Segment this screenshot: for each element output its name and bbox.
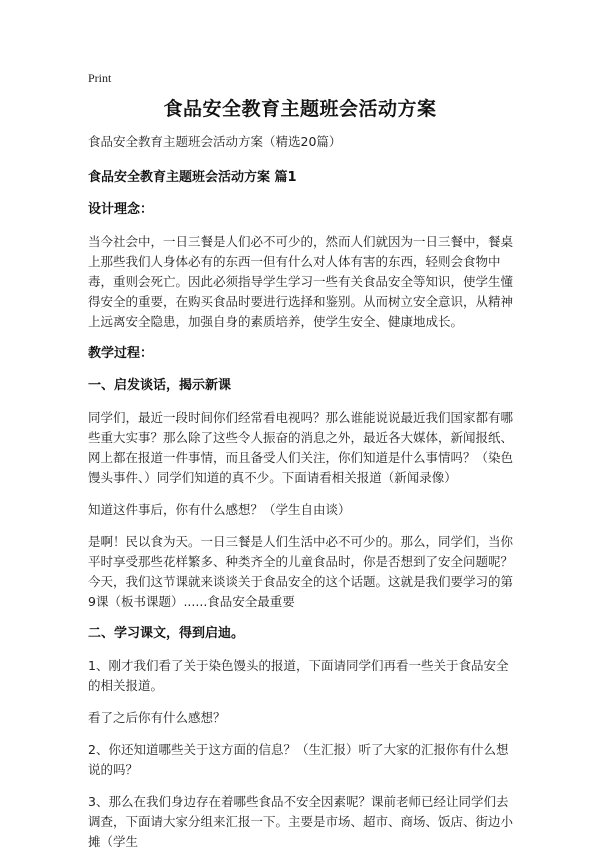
step1-paragraph-1: 同学们，最近一段时间你们经常看电视吗？那么谁能说说最近我们国家都有哪些重大实事？那么除了这些令人振奋的消息之外，最近各大媒体，新闻报纸、网上都在报道一件事情，而且备受人们关注，你们知道是什么事情吗？（染色馒头事件、）同学们知道的真不少。下面请看相关报道（新闻录像）	[88, 410, 514, 485]
step1-paragraph-2: 知道这件事后，你有什么感想？（学生自由谈）	[88, 502, 351, 517]
step1-paragraph-3: 是啊！民以食为天。一日三餐是人们生活中必不可少的。那么，同学们，当你平时享受那些花样繁多、种类齐全的儿童食品时，你是否想到了安全问题呢？今天，我们这节课就来谈谈关于食品安全的这个话题。这就是我们要学习的第9课（板书课题）......食品安全最重要	[88, 534, 514, 609]
page-title: 食品安全教育主题班会活动方案	[163, 98, 437, 120]
step2-paragraph-1: 1、刚才我们看了关于染色馒头的报道，下面请同学们再看一些关于食品安全的相关报道。	[88, 658, 509, 693]
step1-heading: 一、启发谈话，揭示新课	[88, 378, 232, 393]
section-heading: 食品安全教育主题班会活动方案 篇1	[88, 170, 297, 185]
design-paragraph: 当今社会中，一日三餐是人们必不可少的，然而人们就因为一日三餐中，餐桌上那些我们人身体必有的东西一但有什么对人体有害的东西，轻则会食物中毒，重则会死亡。因此必须指导学生学习一些有关食品安全等知识，使学生懂得安全的重要，在购买食品时要进行选择和鉴别。从而树立安全意识，从精神上远离安全隐患，加强自身的素质培养，使学生安全、健康地成长。	[88, 234, 514, 329]
print-label[interactable]: Print	[88, 71, 112, 85]
step2-paragraph-3: 2、你还知道哪些关于这方面的信息？（生汇报）听了大家的汇报你有什么想说的吗？	[88, 742, 509, 777]
step2-heading: 二、学习课文，得到启迪。	[88, 626, 245, 641]
subtitle: 食品安全教育主题班会活动方案（精选20篇）	[88, 134, 342, 149]
document-body	[88, 132, 518, 864]
process-heading: 教学过程：	[88, 346, 154, 361]
design-heading: 设计理念：	[88, 202, 154, 217]
step2-paragraph-4: 3、那么在我们身边存在着哪些食品不安全因素呢？课前老师已经让同学们去调查，下面请大家分组来汇报一下。主要是市场、超市、商场、饭店、街边小摊（学生	[88, 794, 514, 849]
step2-paragraph-2: 看了之后你有什么感想？	[88, 710, 226, 725]
